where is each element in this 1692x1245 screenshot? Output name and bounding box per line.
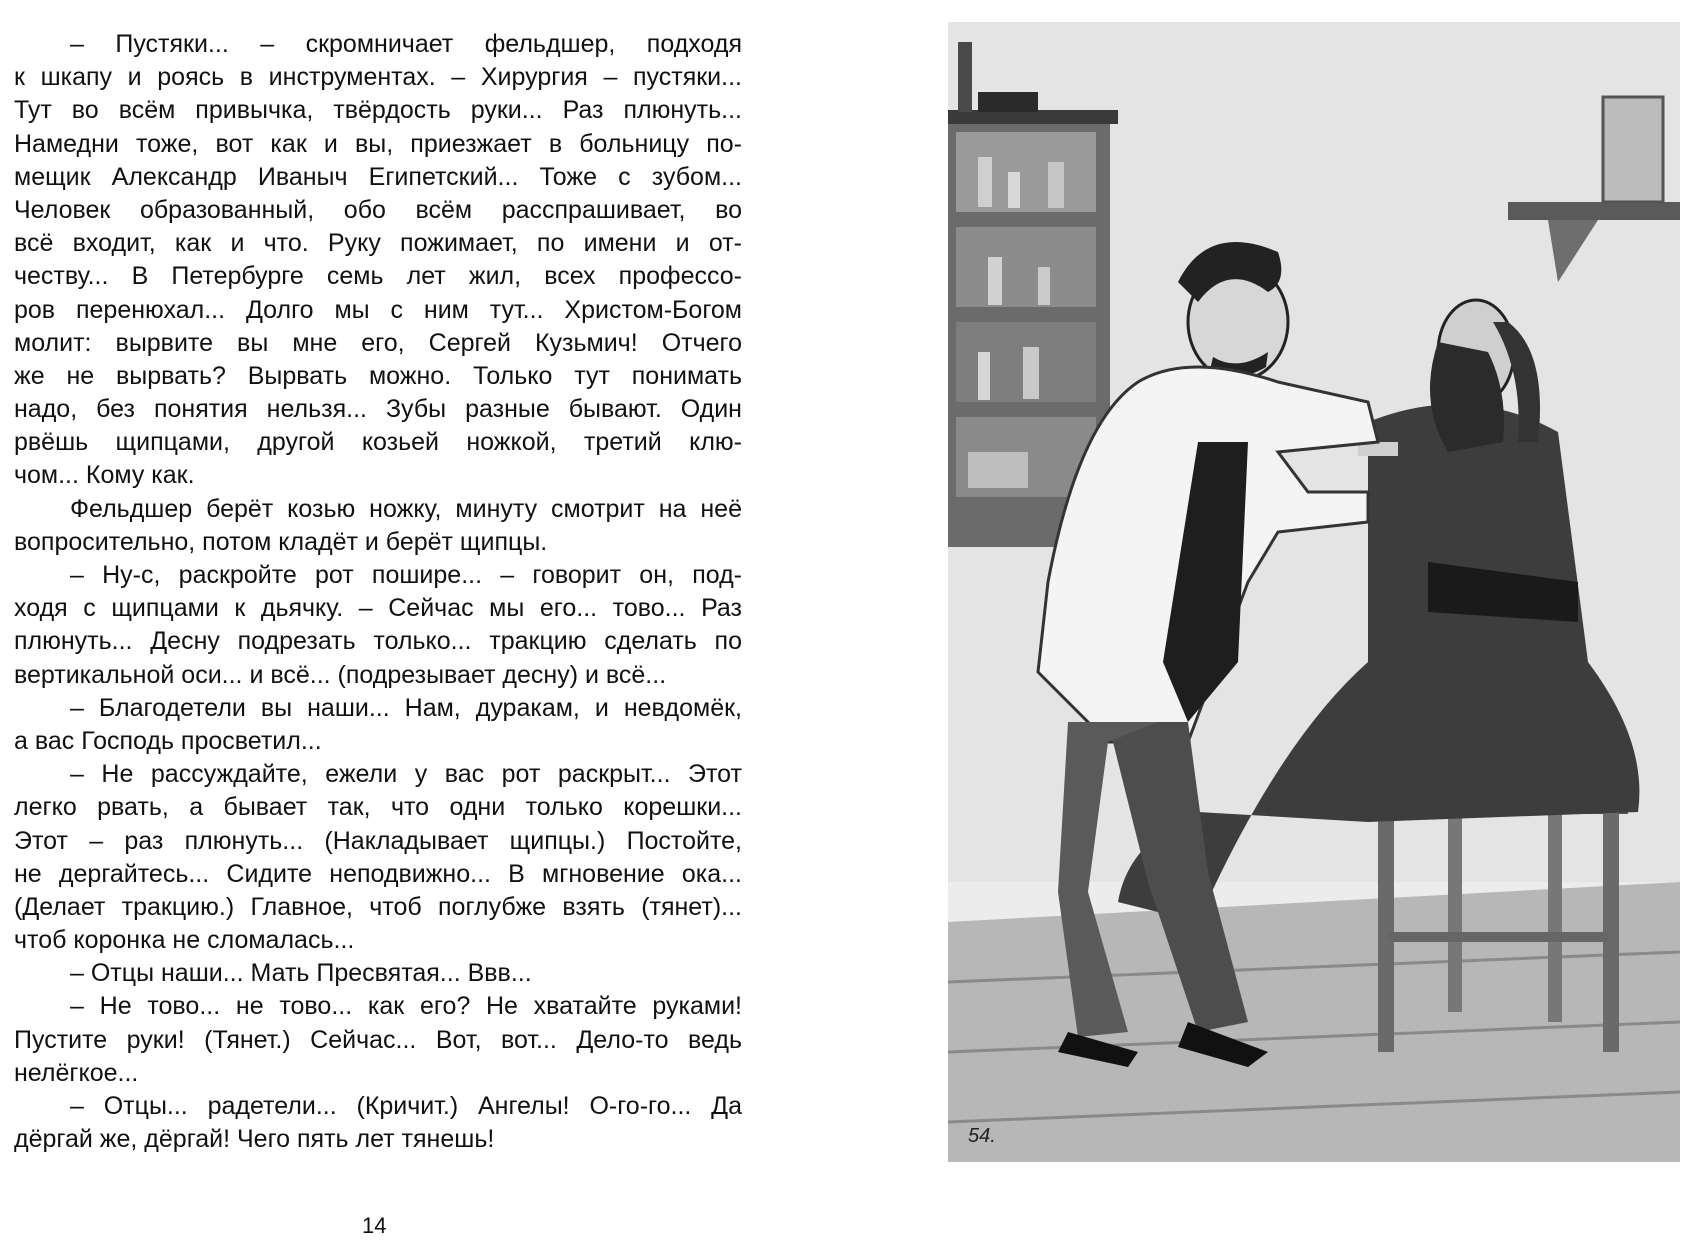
illustration-drawing	[948, 22, 1680, 1162]
page-number: 14	[362, 1213, 387, 1238]
text-line: Тут во всём привычка, твёрдость руки... Раз плюнуть...	[14, 96, 742, 125]
text-line: ходя с щипцами к дьячку. – Сейчас мы его... тово... Раз	[14, 594, 742, 623]
text-line: чтоб коронка не сломалась...	[14, 926, 355, 955]
text-line: – Пустяки... – скромничает фельдшер, подходя	[70, 30, 742, 58]
text-line: вопросительно, потом кладёт и берёт щипцы.	[14, 527, 548, 556]
text-line: честву... В Петербурге семь лет жил, всех профессо-	[14, 262, 742, 291]
text-line: – Отцы наши... Мать Пресвятая... Ввв...	[70, 959, 532, 988]
text-line: вертикальной оси... и всё... (подрезывает десну) и всё...	[14, 660, 667, 689]
text-line: а вас Господь просветил...	[14, 726, 322, 755]
text-line: к шкапу и роясь в инструментах. – Хирургия – пустяки...	[14, 63, 742, 92]
text-line: легко рвать, а бывает так, что одни только корешки...	[14, 793, 742, 822]
text-line: ров перенюхал... Долго мы с ним тут... Христом-Богом	[14, 295, 742, 324]
floor-drawing	[948, 882, 1680, 1162]
illustration-signature: 54.	[968, 1125, 996, 1147]
text-line: не дергайтесь... Сидите неподвижно... В мгновение ока...	[14, 859, 742, 888]
text-line: надо, без понятия нельзя... Зубы разные бывают. Один	[14, 395, 742, 424]
text-line: плюнуть... Десну подрезать только... тракцию сделать по	[14, 627, 742, 656]
text-line: – Отцы... радетели... (Кричит.) Ангелы! О-го-го... Да	[70, 1092, 742, 1120]
illustration-feldsher-extracting-tooth	[948, 22, 1680, 1162]
text-line: (Делает тракцию.) Главное, чтоб поглубже взять (тянет)...	[14, 892, 742, 921]
text-line: мещик Александр Иваныч Египетский... Тоже с зубом...	[14, 162, 742, 191]
text-line: Фельдшер берёт козью ножку, минуту смотрит на неё	[70, 494, 742, 523]
text-line: Человек образованный, обо всём расспрашивает, во	[14, 195, 742, 224]
text-line: нелёгкое...	[14, 1058, 139, 1087]
text-line: – Благодетели вы наши... Нам, дуракам, и невдомёк,	[70, 693, 742, 722]
text-line: же не вырвать? Вырвать можно. Только тут понимать	[14, 361, 742, 390]
text-line: Пустите руки! (Тянет.) Сейчас... Вот, вот... Дело-то ведь	[14, 1025, 742, 1054]
text-line: – Не рассуждайте, ежели у вас рот раскрыт... Этот	[70, 760, 742, 789]
text-line: всё входит, как и что. Руку пожимает, по имени и от-	[14, 229, 742, 258]
text-line: молит: вырвите вы мне его, Сергей Кузьмич! Отчего	[14, 328, 742, 357]
text-line: – Ну-с, раскройте рот пошире... – говорит он, под-	[70, 561, 742, 589]
text-line: дёргай же, дёргай! Чего пять лет тянешь!	[14, 1125, 495, 1154]
text-line: Намедни тоже, вот как и вы, приезжает в больницу по-	[14, 129, 742, 158]
story-text	[14, 28, 742, 1156]
text-line: чом... Кому как.	[14, 461, 195, 490]
text-line: рвёшь щипцами, другой козьей ножкой, третий клю-	[14, 428, 742, 457]
text-line: Этот – раз плюнуть... (Накладывает щипцы.) Постойте,	[14, 826, 742, 855]
text-line: – Не тово... не тово... как его? Не хватайте руками!	[70, 992, 742, 1021]
